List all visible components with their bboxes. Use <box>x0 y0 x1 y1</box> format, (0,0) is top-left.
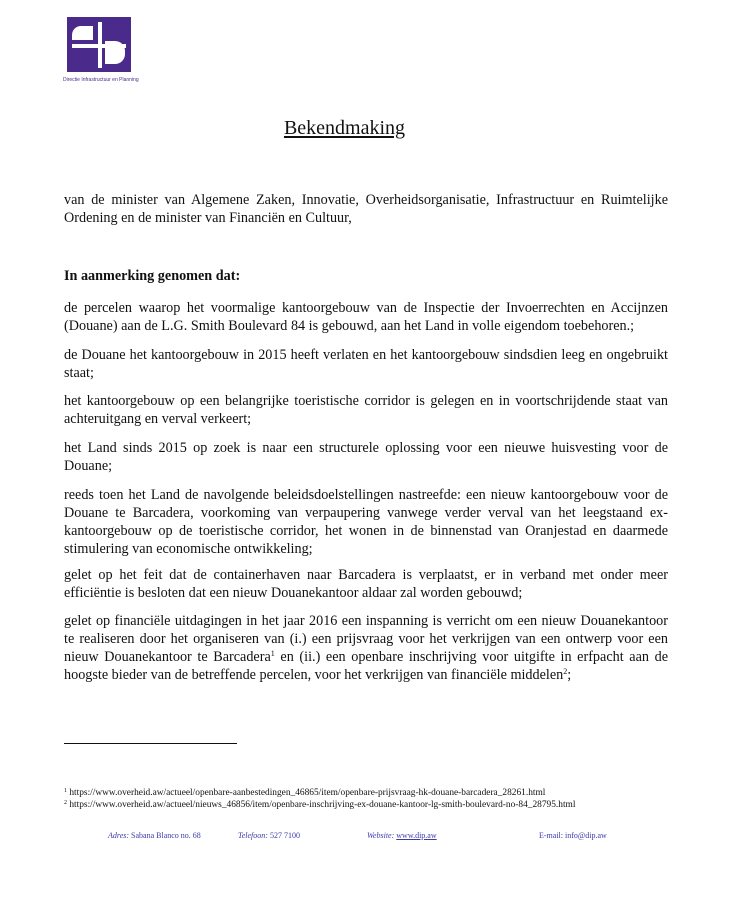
logo-caption: Directie Infrastructuur en Planning <box>63 77 139 83</box>
consideration-paragraph: het Land sinds 2015 op zoek is naar een structurele oplossing voor een nieuwe huisvesting voor de Douane; <box>64 440 668 474</box>
footnote-1 <box>64 787 545 799</box>
consideration-paragraph: gelet op het feit dat de containerhaven naar Barcadera is verplaatst, er in verband met onder meer efficiëntie is besloten dat een nieuw Douanekantoor aldaar zal worden gebouwd; <box>64 567 668 601</box>
footnote-number: 1 <box>64 788 67 794</box>
footnote-ref-2[interactable]: 2 <box>563 667 568 676</box>
final-consideration-paragraph <box>64 612 668 684</box>
website-link[interactable]: www.dip.aw <box>396 831 437 840</box>
footnote-2 <box>64 799 575 811</box>
footnote-separator <box>64 743 237 744</box>
final-paragraph-part2: en (ii.) een openbare inschrijving voor uitgifte in erfpacht aan de hoogste bieder van de betreffende percelen, voor het verkrijgen van financiële middelen <box>64 649 668 683</box>
dip-logo <box>67 17 131 72</box>
footer-address <box>108 831 201 840</box>
consideration-paragraph: de percelen waarop het voormalige kantoorgebouw van de Inspectie der Invoerrechten en Accijnzen (Douane) aan de L.G. Smith Boulevard 84 is gebouwd, aan het Land in volle eigendom toebehoren.; <box>64 300 668 334</box>
address-label: Adres: <box>108 831 130 840</box>
website-label: Website: <box>367 831 395 840</box>
final-paragraph-part1: gelet op financiële uitdagingen in het jaar 2016 een inspanning is verricht om een nieuw Douanekantoor te realiseren door het organiseren van (i.) een prijsvraag voor het verkrijgen van een ontwerp voor een nieuw Douanekantoor te Barcadera <box>64 613 668 665</box>
consideration-paragraph: de Douane het kantoorgebouw in 2015 heeft verlaten en het kantoorgebouw sindsdien leeg en ongebruikt staat; <box>64 347 668 381</box>
footer-email[interactable]: E-mail: info@dip.aw <box>539 831 607 840</box>
footnote-link[interactable]: https://www.overheid.aw/actueel/nieuws_46856/item/openbare-inschrijving-ex-douane-kantoor-lg-smith-boulevard-no-84_28795.html <box>67 800 576 810</box>
footer-phone <box>238 831 300 840</box>
phone-value: 527 7100 <box>267 831 300 840</box>
phone-label: Telefoon: <box>238 831 268 840</box>
document-title: Bekendmaking <box>283 117 406 139</box>
consideration-paragraph: het kantoorgebouw op een belangrijke toeristische corridor is gelegen en in voortschrijdende staat van achteruitgang en verval verkeert; <box>64 393 668 427</box>
consideration-paragraph: reeds toen het Land de navolgende beleidsdoelstellingen nastreefde: een nieuw kantoorgebouw voor de Douane te Barcadera, voorkoming van verpaupering vanwege verder verval van het leegstaand ex-kantoorgebouw op de toeristische corridor, het wonen in de binnenstad van Oranjestad en daarmede stimulering van economische ontwikkeling; <box>64 487 668 557</box>
footnote-link[interactable]: https://www.overheid.aw/actueel/openbare-aanbestedingen_46865/item/openbare-prijsvraag-hk-douane-barcadera_28261.html <box>67 788 546 798</box>
address-value: Sabana Blanco no. 68 <box>129 831 201 840</box>
considerations-heading: In aanmerking genomen dat: <box>64 268 241 284</box>
footer-website <box>367 831 437 840</box>
intro-paragraph: van de minister van Algemene Zaken, Innovatie, Overheidsorganisatie, Infrastructuur en Ruimtelijke Ordening en de minister van Financiën en Cultuur, <box>64 192 668 226</box>
final-paragraph-part3: ; <box>567 667 572 683</box>
footnote-ref-1[interactable]: 1 <box>270 649 275 658</box>
footnote-number: 2 <box>64 800 67 806</box>
